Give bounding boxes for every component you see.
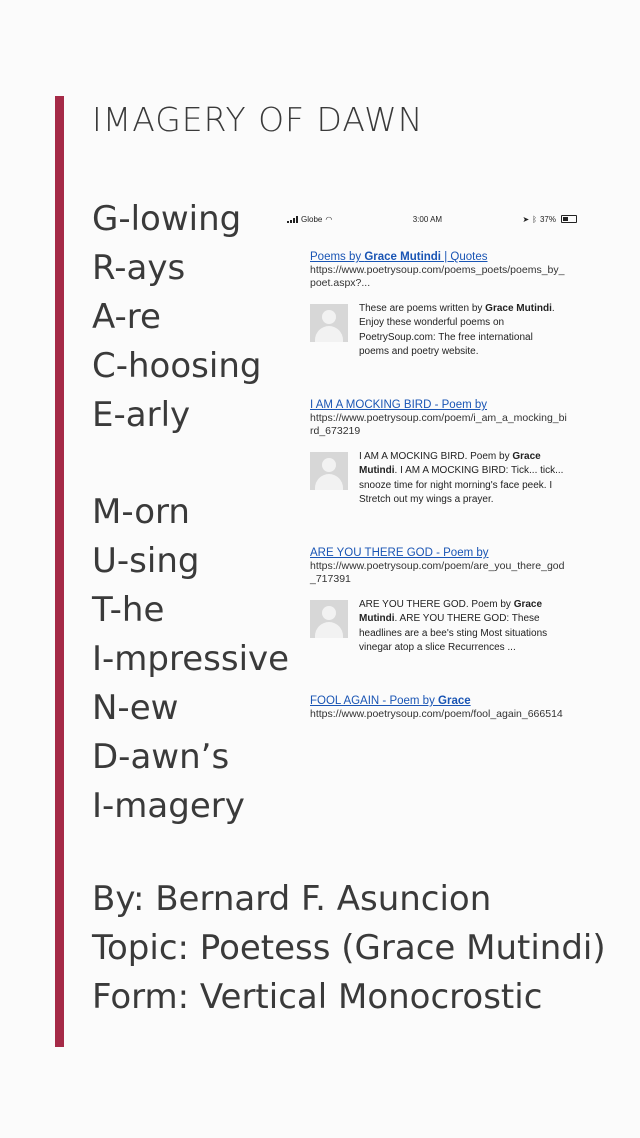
poem-line: T-he xyxy=(92,590,165,630)
carrier-name: Globe xyxy=(301,214,323,224)
avatar-placeholder-icon xyxy=(310,304,348,342)
search-result: ARE YOU THERE GOD - Poem by https://www.poetrysoup.com/poem/are_you_there_god_717391 ARE YOU THERE GOD. Poem by Grace Mutindi. ARE YOU THERE GOD: These headlines are a bee's sting Most situations vinegar atop a slice Recurrences ... xyxy=(310,546,570,586)
poem-line: R-ays xyxy=(92,248,186,288)
poem-line: A-re xyxy=(92,297,161,337)
poem-line: I-mpressive xyxy=(92,639,290,679)
accent-bar xyxy=(55,96,64,1047)
result-title-link[interactable]: Poems by Grace Mutindi | Quotes xyxy=(310,251,488,263)
poem-line: C-hoosing xyxy=(92,346,262,386)
credits xyxy=(92,875,606,1022)
result-title-link[interactable]: I AM A MOCKING BIRD - Poem by xyxy=(310,399,488,411)
wifi-icon: ◠ xyxy=(325,214,333,224)
bluetooth-icon: ᛒ xyxy=(532,214,537,224)
avatar-placeholder-icon xyxy=(310,600,348,638)
result-url: https://www.poetrysoup.com/poem/are_you_there_god_717391 xyxy=(310,560,565,585)
poem-line: I-magery xyxy=(92,786,245,826)
signal-icon xyxy=(287,216,298,223)
result-url: https://www.poetrysoup.com/poem/fool_again_666514 xyxy=(310,708,563,720)
location-icon: ➤ xyxy=(522,214,530,224)
search-result: Poems by Grace Mutindi | Quotes https://www.poetrysoup.com/poems_poets/poems_by_poet.aspx?... These are poems written by Grace Mutindi. Enjoy these wonderful poems on PoetrySoup.com: The free international poems and poetry website. xyxy=(310,250,570,290)
poem-line: G-lowing xyxy=(92,199,242,239)
battery-percent: 37% xyxy=(539,214,556,224)
result-title-link[interactable]: FOOL AGAIN - Poem by Grace xyxy=(310,695,471,707)
acrostic-poem xyxy=(92,195,289,831)
result-title-link[interactable]: ARE YOU THERE GOD - Poem by xyxy=(310,547,489,559)
poem-line: N-ew xyxy=(92,688,179,728)
status-time: 3:00 AM xyxy=(412,214,443,224)
poem-line: D-awn’s xyxy=(92,737,230,777)
poem-title: IMAGERY OF DAWN xyxy=(92,100,424,139)
result-url: https://www.poetrysoup.com/poems_poets/poems_by_poet.aspx?... xyxy=(310,264,565,289)
avatar-placeholder-icon xyxy=(310,452,348,490)
topic-credit: Topic: Poetess (Grace Mutindi) xyxy=(92,928,606,968)
poem-line: U-sing xyxy=(92,541,200,581)
author-credit: By: Bernard F. Asuncion xyxy=(92,879,492,919)
poem-line: E-arly xyxy=(92,395,191,435)
search-result: I AM A MOCKING BIRD - Poem by https://www.poetrysoup.com/poem/i_am_a_mocking_bird_673219 I AM A MOCKING BIRD. Poem by Grace Mutindi. I AM A MOCKING BIRD: Tick... tick... snooze time for night morning's face peek. I Stretch out my wings a prayer. xyxy=(310,398,570,438)
poem-line: M-orn xyxy=(92,492,190,532)
form-credit: Form: Vertical Monocrostic xyxy=(92,977,543,1017)
search-results-screenshot xyxy=(283,212,583,742)
battery-icon xyxy=(561,215,577,223)
search-result xyxy=(310,694,570,721)
result-url: https://www.poetrysoup.com/poem/i_am_a_mocking_bird_673219 xyxy=(310,412,567,437)
phone-status-bar xyxy=(283,212,583,226)
